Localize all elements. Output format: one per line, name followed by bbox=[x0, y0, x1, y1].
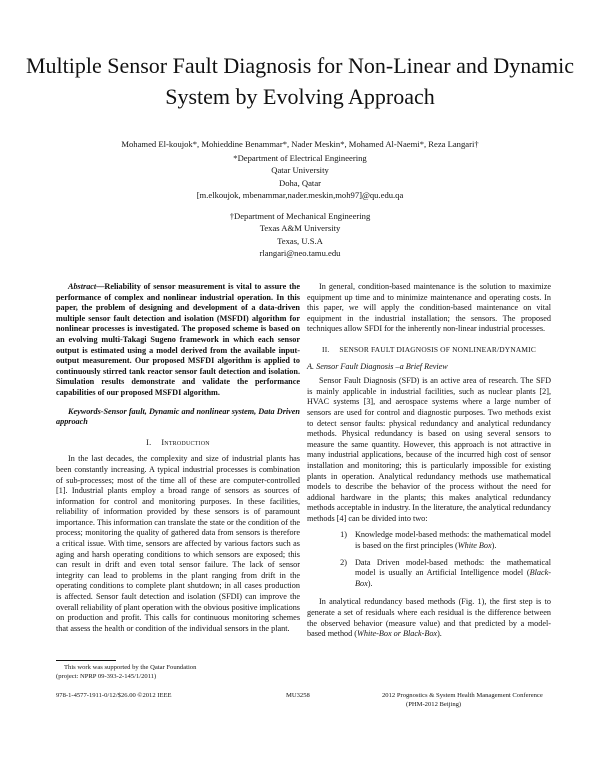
list-item bbox=[307, 530, 551, 551]
list-text: Knowledge model-based methods: the mathematical model is based on the first principles (White Box). bbox=[355, 530, 551, 551]
affiliation-department: †Department of Mechanical Engineering bbox=[229, 211, 371, 221]
author-list: Mohamed El-koujok*, Mohieddine Benammar*, Nader Meskin*, Mohamed Al-Naemi*, Reza Langari† bbox=[121, 139, 479, 149]
subsection-heading: A. Sensor Fault Diagnosis –a Brief Review bbox=[307, 361, 448, 371]
intro-continuation-paragraph: In general, condition-based maintenance is the solution to maximize equipment up time and to minimize maintenance and operating costs. In this paper, we will apply the condition-based maintenance on vital equipment in the industrial installation; the sensors. The proposed techniques allow SFDI for the inherently non-linear industrial processes. bbox=[307, 282, 551, 334]
list-text: Data Driven model-based methods: the mathematical model is usually an Artificial Intelligence model (Black-Box). bbox=[355, 557, 551, 588]
paper-title: Multiple Sensor Fault Diagnosis for Non-Linear and Dynamic System by Evolving Approach bbox=[25, 53, 575, 109]
affiliation-university: Texas A&M University bbox=[259, 223, 341, 234]
section-title: SENSOR FAULT DIAGNOSIS OF NONLINEAR/DYNAMIC bbox=[339, 344, 536, 354]
affiliation-texas bbox=[150, 210, 450, 260]
section-title: Introduction bbox=[161, 437, 210, 447]
affiliation-university: Qatar University bbox=[271, 165, 329, 176]
footer-conference bbox=[382, 692, 543, 709]
footer-code: MU3258 bbox=[286, 692, 310, 699]
residuals-paragraph: In analytical redundancy based methods (Fig. 1), the first step is to generate a set of residuals where each residual is the difference between the observed behavior (measure value) and that predicted by a model-based method (White-Box or Black-Box). bbox=[307, 597, 551, 639]
introduction-paragraph: In the last decades, the complexity and size of industrial plants has been constantly increasing. A typical industrial processes is combination of sub-processes; most of the time all of these are computer-controlled [1]. Industrial plants employ a broad range of sensors as sources of information for control and monitoring purposes. In these facilities, reliability of information provided by these sensors is of paramount importance. This information can translate the state or the condition of the process; monitoring the quality of gathered data from sensors is therefore a critical issue. With time, sensors are affected by various factors such as aging and harsh operating conditions to which sensors are exposed; this can result in drift and even total sensor failure. The lack of sensor integrity can lead to problems in the plant ranging from drift in the operating conditions to complete plant shutdown; in all cases production is affected. Sensor fault detection and isolation (SFDI) can improve the overall reliability of plant operation with the obvious positive implications on production and profit. This calls for continuous monitoring schemes that assess the health or condition of the individual sensors in the plant. bbox=[56, 454, 300, 633]
section-heading-introduction bbox=[56, 438, 300, 449]
affiliation-city: Doha, Qatar bbox=[279, 177, 321, 188]
affiliation-emails: [m.elkoujok, mbenammar,nader.meskin,moh97]@qu.edu.qa bbox=[196, 190, 404, 201]
footer-isbn: 978-1-4577-1911-0/12/$26.00 ©2012 IEEE bbox=[56, 692, 172, 699]
left-column bbox=[56, 282, 300, 634]
right-column bbox=[307, 282, 551, 640]
section-heading-sensor-fault bbox=[307, 345, 551, 356]
conference-line: (PHM-2012 Beijing) bbox=[406, 700, 462, 708]
affiliation-qatar bbox=[150, 152, 450, 202]
affiliation-city: Texas, U.S.A bbox=[277, 235, 323, 246]
affiliation-email: rlangari@neo.tamu.edu bbox=[259, 248, 341, 259]
section-number: I. bbox=[146, 437, 152, 447]
review-paragraph: Sensor Fault Diagnosis (SFD) is an active area of research. The SFD is mainly applicable in industrial facilities, such as nuclear plants [2], HVAC systems [3], and aerospace systems where a large number of sensors are used for control and diagnostic purposes. Two methods exist to detect sensor faults: physical redundancy and analytical redundancy methods. Physical redundancy is based on using several sensors to measure the same quantity. However, this approach is not attractive in many industrial applications, because of the incurred high cost of sensor installation and monitoring; this is particularly impossible for existing plants in operation. Analytical redundancy methods use mathematical models to describe the behavior of the process without the need for addional hardware in the plants; this makes analytical redundancy methods acceptable in industry. In the literature, the analytical redundancy methods [4] can be divided into two: bbox=[307, 376, 551, 523]
footnote-line: This work was supported by the Qatar Foundation bbox=[64, 664, 197, 671]
abstract-label: Abstract bbox=[68, 282, 97, 291]
list-marker: 1) bbox=[340, 530, 347, 540]
list-item bbox=[307, 558, 551, 590]
keywords: Keywords-Sensor fault, Dynamic and nonlinear system, Data Driven approach bbox=[56, 406, 300, 427]
list-marker: 2) bbox=[340, 557, 347, 567]
footnote-rule bbox=[56, 660, 116, 661]
section-number: II. bbox=[322, 344, 330, 354]
abstract-text: —Reliability of sensor measurement is vital to assure the performance of complex and nonlinear industrial operation. In this paper, the problem of designing and development of a data-driven multiple sensor fault detection and isolation (MSFDI) algorithm for nonlinear processes is investigated. The proposed scheme is based on an evolving multi-Takagi Sugeno framework in which each sensor output is estimated using a model derived from the available input-output measurement. Our proposed MSFDI algorithm is applied to continuously stirred tank reactor sensor fault detection and isolation. Simulation results demonstrate and validate the performance capabilities of our proposed MSFDI algorithm. bbox=[56, 282, 300, 397]
conference-line: 2012 Prognostics & System Health Management Conference bbox=[382, 692, 543, 699]
affiliation-department: *Department of Electrical Engineering bbox=[233, 153, 367, 163]
footnote-line: (project: NPRP 09-393-2-145/1/2011) bbox=[56, 672, 157, 680]
footnote bbox=[56, 664, 300, 681]
abstract bbox=[56, 282, 300, 399]
